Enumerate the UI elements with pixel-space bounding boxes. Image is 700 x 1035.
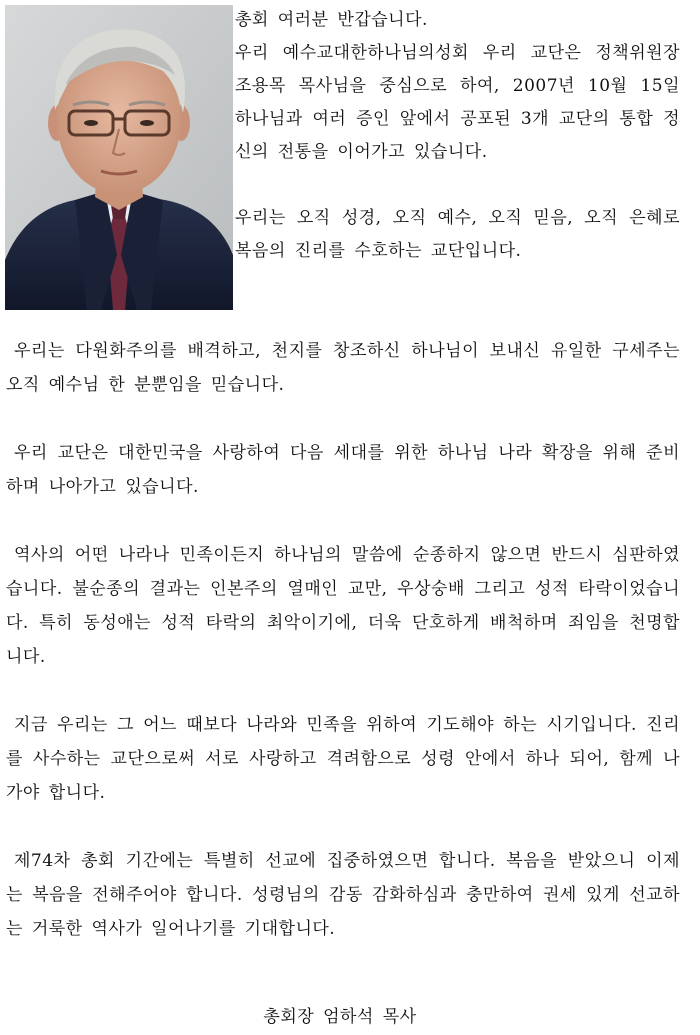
greeting-line: 총회 여러분 반갑습니다. bbox=[235, 10, 428, 30]
body-paragraph-3: 역사의 어떤 나라나 민족이든지 하나님의 말씀에 순종하지 않으면 반드시 심판하였습니다. 불순종의 결과는 인본주의 열매인 교만, 우상숭배 그리고 성적 타락이었습니다. 특히 동성애는 성적 타락의 최악이기에, 더욱 단호하게 배척하며 죄임을 천명합니다. bbox=[6, 545, 680, 667]
intro-paragraph-2: 우리는 오직 성경, 오직 예수, 오직 믿음, 오직 은혜로 복음의 진리를 수호하는 교단입니다. bbox=[235, 208, 680, 261]
body-paragraph-2: 우리 교단은 대한민국을 사랑하여 다음 세대를 위한 하나님 나라 확장을 위해 준비하며 나아가고 있습니다. bbox=[6, 443, 680, 497]
body-text bbox=[6, 334, 680, 980]
body-paragraph-4: 지금 우리는 그 어느 때보다 나라와 민족을 위하여 기도해야 하는 시기입니다. 진리를 사수하는 교단으로써 서로 사랑하고 격려함으로 성령 안에서 하나 되어, 함께 나가야 합니다. bbox=[6, 715, 680, 803]
signature: 총회장 엄하석 목사 bbox=[263, 1007, 417, 1027]
portrait-photo bbox=[5, 5, 233, 310]
body-paragraph-5: 제74차 총회 기간에는 특별히 선교에 집중하였으면 합니다. 복음을 받았으니 이제는 복음을 전해주어야 합니다. 성령님의 감동 감화하심과 충만하여 권세 있게 선교하는 거룩한 역사가 일어나기를 기대합니다. bbox=[6, 851, 680, 939]
intro-text bbox=[235, 4, 680, 268]
intro-paragraph-1: 우리 예수교대한하나님의성회 우리 교단은 정책위원장 조용목 목사님을 중심으로 하여, 2007년 10월 15일 하나님과 여러 증인 앞에서 공포된 3개 교단의 통합 정신의 전통을 이어가고 있습니다. bbox=[235, 43, 680, 162]
portrait-image bbox=[5, 5, 233, 310]
body-paragraph-1: 우리는 다원화주의를 배격하고, 천지를 창조하신 하나님이 보내신 유일한 구세주는 오직 예수님 한 분뿐임을 믿습니다. bbox=[6, 341, 680, 395]
